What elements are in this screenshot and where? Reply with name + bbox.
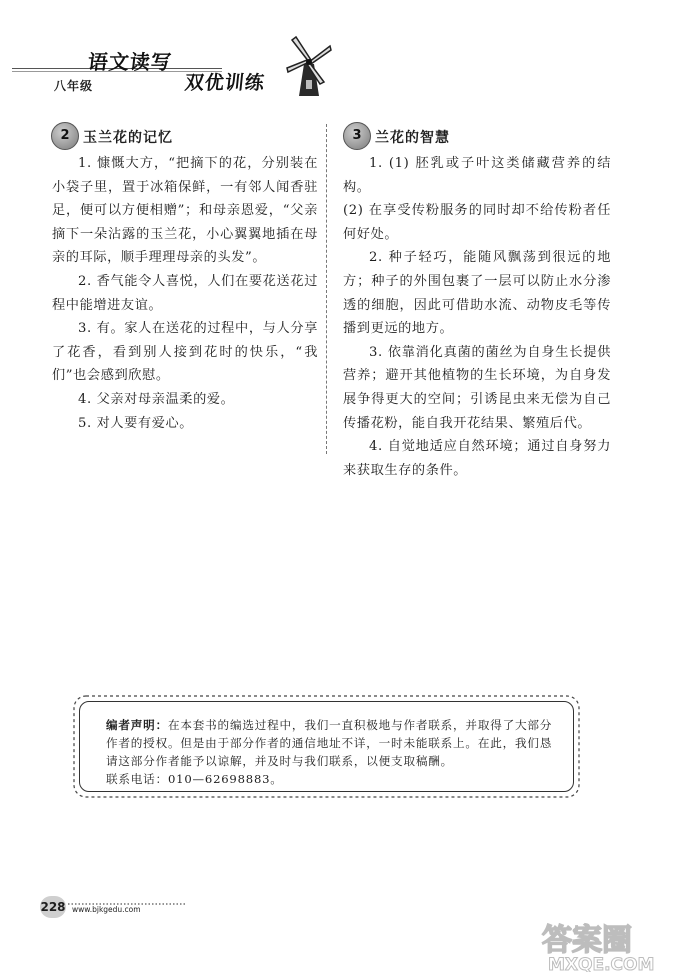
column-divider [326, 124, 327, 454]
answer-column-left [52, 152, 318, 435]
watermark-domain: MXQE.COM [548, 955, 655, 972]
windmill-icon [286, 34, 332, 96]
website-url: www.bjkgedu.com [72, 905, 141, 914]
answer-paragraph: 1. 慷慨大方，“把摘下的花，分别装在小袋子里，置于冰箱保鲜，一有邻人闻香驻足，便可以方便相赠”；和母亲恩爱，“父亲摘下一朵沾露的玉兰花，小心翼翼地插在母亲的耳际，顺手理理母亲的头发”。 [52, 156, 318, 266]
answer-paragraph: (2) 在享受传粉服务的同时却不给传粉者任何好处。 [343, 203, 611, 242]
answer-paragraph: 2. 香气能令人喜悦，人们在要花送花过程中能增进友谊。 [52, 273, 318, 313]
section-number-badge: 3 [343, 122, 371, 150]
section-number-badge: 2 [51, 122, 79, 150]
notice-contact: 联系电话：010—62698883。 [106, 772, 283, 786]
answer-paragraph: 4. 父亲对母亲温柔的爱。 [78, 391, 235, 407]
section-title: 玉兰花的记忆 [83, 130, 173, 146]
answer-paragraph: 3. 依靠消化真菌的菌丝为自身生长提供营养；避开其他植物的生长环境，为自身发展争得更大的空间；引诱昆虫来无偿为自己传播花粉，能自我开花结果、繁殖后代。 [343, 344, 611, 431]
editor-notice [79, 701, 574, 792]
answer-column-right [343, 152, 611, 482]
grade-label: 八年级 [54, 79, 94, 93]
book-title-part1: 语文读写 [86, 50, 174, 74]
answer-paragraph: 2. 种子轻巧，能随风飘荡到很远的地方；种子的外围包裹了一层可以防止水分渗透的细胞，因此可借助水流、动物皮毛等传播到更远的地方。 [343, 250, 611, 337]
notice-text: 在本套书的编选过程中，我们一直积极地与作者联系，并取得了大部分作者的授权。但是由于部分作者的通信地址不详，一时未能联系上。在此，我们恳请这部分作者能予以谅解，并及时与我们联系，以便支取稿酬。 [106, 718, 553, 768]
answer-paragraph: 3. 有。家人在送花的过程中，与人分享了花香，看到别人接到花时的快乐，“我们”也会感到欣慰。 [52, 321, 318, 384]
answer-paragraph: 4. 自觉地适应自然环境；通过自身努力来获取生存的条件。 [343, 439, 611, 478]
answer-paragraph: 1. (1) 胚乳或子叶这类储藏营养的结构。 [343, 156, 611, 195]
answer-paragraph: 5. 对人要有爱心。 [78, 415, 194, 431]
page-number: 228 [40, 896, 66, 918]
book-title-part2: 双优训练 [183, 72, 267, 94]
notice-label: 编者声明： [106, 718, 168, 732]
watermark-text: 答案圈 [542, 923, 632, 958]
watermark-logo [540, 918, 665, 972]
section-title: 兰花的智慧 [375, 130, 450, 146]
